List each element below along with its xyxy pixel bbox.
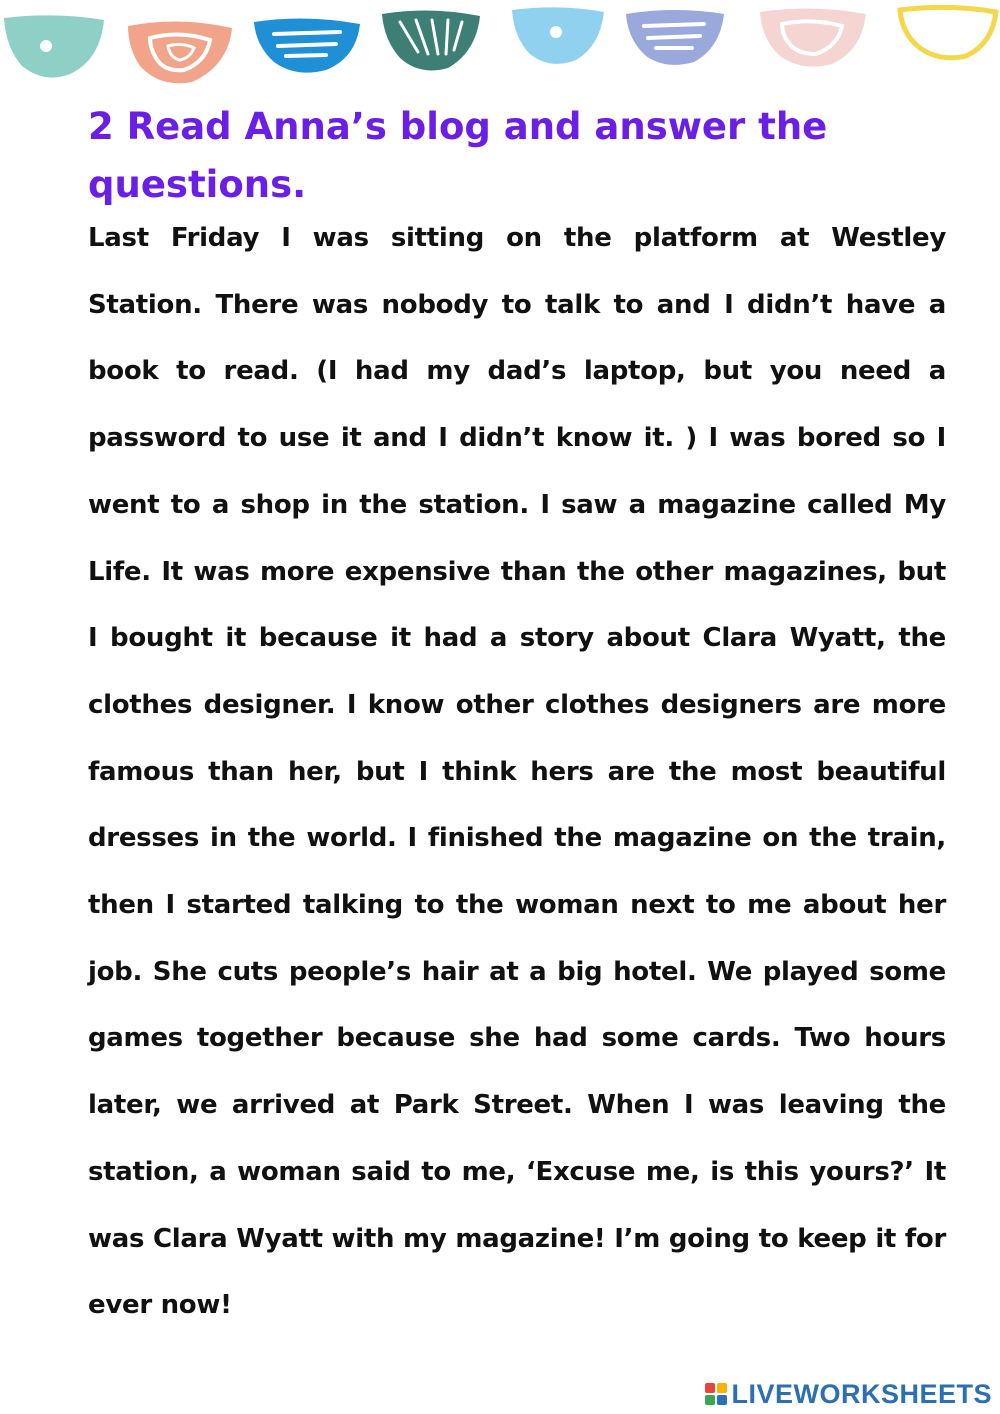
decorative-bowls-banner: [0, 0, 1000, 90]
exercise-title: 2 Read Anna’s blog and answer the questions.: [88, 105, 828, 206]
bowl-outline-icon: [900, 7, 996, 57]
bowl-spiral-icon: [760, 8, 866, 66]
bowl-stripes-icon: [626, 10, 724, 65]
liveworksheets-brand: [705, 1380, 992, 1408]
bowl-dot-icon: [4, 15, 104, 77]
bowl-spiral-icon: [128, 21, 232, 83]
bowl-dot-icon: [512, 7, 604, 63]
bowl-stripes-icon: [254, 18, 360, 72]
blog-text: Last Friday I was sitting on the platform at Westley Station. There was nobody to talk to and I didn’t have a book to read. (I had my dad’s laptop, but you need a password to use it and I didn’t know it. ) I was bored so I went to a shop in the station. I saw a magazine called My Life. It was more expensive than the other magazines, but I bought it because it had a story about Clara Wyatt, the clothes designer. I know other clothes designers are more famous than her, but I think hers are the most beautiful dresses in the world. I finished the magazine on the train, then I started talking to the woman next to me about her job. She cuts people’s hair at a big hotel. We played some games together because she had some cards. Two hours later, we arrived at Park Street. When I was leaving the station, a woman said to me, ‘Excuse me, is this yours?’ It was Clara Wyatt with my magazine! I’m going to keep it for ever now!: [88, 223, 946, 1321]
bowl-leaf-icon: [382, 10, 480, 70]
brand-name: LIVEWORKSHEETS: [731, 1378, 992, 1409]
liveworksheets-logo-icon: [705, 1383, 727, 1405]
